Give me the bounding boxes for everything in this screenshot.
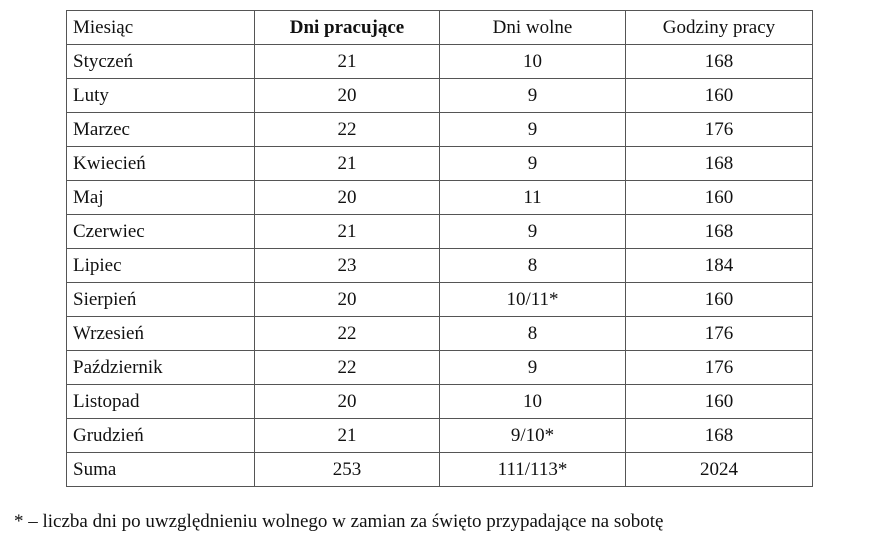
working-days-cell: 23	[255, 249, 440, 283]
table-row	[67, 385, 813, 419]
working-hours-cell: 160	[626, 79, 813, 113]
days-off-cell: 10	[440, 45, 626, 79]
table-row	[67, 419, 813, 453]
table-body	[67, 45, 813, 487]
days-off-cell: 9	[440, 215, 626, 249]
days-off-cell: 11	[440, 181, 626, 215]
table-row	[67, 249, 813, 283]
work-days-table-container	[66, 10, 813, 487]
days-off-cell: 9/10*	[440, 419, 626, 453]
working-hours-cell: 176	[626, 317, 813, 351]
table-row	[67, 283, 813, 317]
working-hours-cell: 168	[626, 45, 813, 79]
month-cell: Styczeń	[67, 45, 255, 79]
working-hours-cell: 168	[626, 215, 813, 249]
month-cell: Listopad	[67, 385, 255, 419]
month-cell: Kwiecień	[67, 147, 255, 181]
table-row	[67, 45, 813, 79]
header-days-off: Dni wolne	[440, 11, 626, 45]
working-days-cell: 20	[255, 283, 440, 317]
table-row	[67, 113, 813, 147]
working-days-cell: 21	[255, 147, 440, 181]
month-cell: Październik	[67, 351, 255, 385]
month-cell: Lipiec	[67, 249, 255, 283]
month-cell: Marzec	[67, 113, 255, 147]
days-off-cell: 10	[440, 385, 626, 419]
table-row	[67, 79, 813, 113]
table-row	[67, 351, 813, 385]
days-off-cell: 9	[440, 147, 626, 181]
table-header-row	[67, 11, 813, 45]
working-hours-cell: 2024	[626, 453, 813, 487]
working-hours-cell: 176	[626, 351, 813, 385]
table-row-total	[67, 453, 813, 487]
table-row	[67, 317, 813, 351]
month-cell: Sierpień	[67, 283, 255, 317]
table-row	[67, 215, 813, 249]
working-hours-cell: 176	[626, 113, 813, 147]
working-days-cell: 253	[255, 453, 440, 487]
working-days-cell: 20	[255, 79, 440, 113]
header-working-hours: Godziny pracy	[626, 11, 813, 45]
work-days-table	[66, 10, 813, 487]
working-days-cell: 20	[255, 385, 440, 419]
working-hours-cell: 160	[626, 385, 813, 419]
table-row	[67, 181, 813, 215]
month-cell: Suma	[67, 453, 255, 487]
working-days-cell: 20	[255, 181, 440, 215]
days-off-cell: 9	[440, 113, 626, 147]
working-days-cell: 22	[255, 113, 440, 147]
days-off-cell: 111/113*	[440, 453, 626, 487]
working-hours-cell: 160	[626, 181, 813, 215]
days-off-cell: 8	[440, 317, 626, 351]
working-hours-cell: 184	[626, 249, 813, 283]
days-off-cell: 8	[440, 249, 626, 283]
month-cell: Maj	[67, 181, 255, 215]
working-days-cell: 22	[255, 351, 440, 385]
month-cell: Luty	[67, 79, 255, 113]
working-days-cell: 21	[255, 215, 440, 249]
table-row	[67, 147, 813, 181]
month-cell: Wrzesień	[67, 317, 255, 351]
month-cell: Grudzień	[67, 419, 255, 453]
footnote: * – liczba dni po uwzględnieniu wolnego w zamian za święto przypadające na sobotę	[14, 511, 664, 532]
working-hours-cell: 168	[626, 419, 813, 453]
working-days-cell: 21	[255, 419, 440, 453]
month-cell: Czerwiec	[67, 215, 255, 249]
working-days-cell: 21	[255, 45, 440, 79]
working-hours-cell: 168	[626, 147, 813, 181]
header-month: Miesiąc	[67, 11, 255, 45]
days-off-cell: 9	[440, 79, 626, 113]
days-off-cell: 10/11*	[440, 283, 626, 317]
header-working-days: Dni pracujące	[255, 11, 440, 45]
working-days-cell: 22	[255, 317, 440, 351]
days-off-cell: 9	[440, 351, 626, 385]
working-hours-cell: 160	[626, 283, 813, 317]
